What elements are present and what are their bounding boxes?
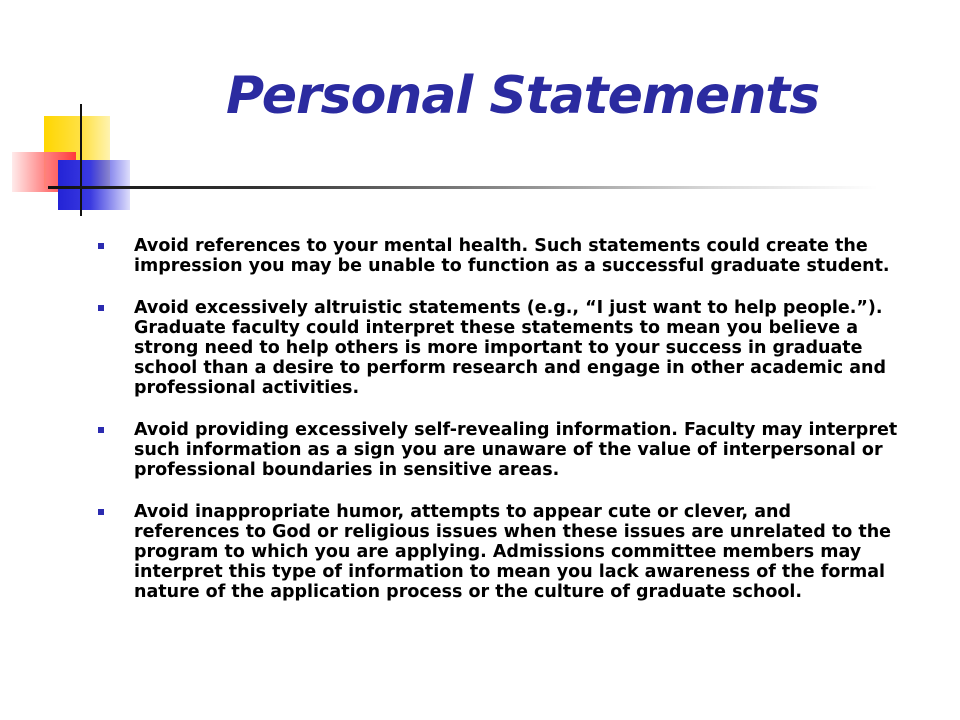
square-bullet-icon: [98, 427, 104, 433]
slide-title: Personal Statements: [226, 66, 820, 126]
bullet-list: [98, 236, 898, 624]
square-bullet-icon: [98, 243, 104, 249]
bullet-item: [98, 502, 898, 602]
bullet-item: [98, 298, 898, 398]
bullet-item: [98, 236, 898, 276]
bullet-text: Avoid excessively altruistic statements (e.g., “I just want to help people.”). Graduate faculty could interpret these statements to mean you believe a strong need to help others is more important to your success in graduate school than a desire to perform research and engage in other academic and professional activities.: [134, 298, 887, 398]
bullet-text: Avoid providing excessively self-revealing information. Faculty may interpret such information as a sign you are unaware of the value of interpersonal or professional boundaries in sensitive areas.: [134, 420, 898, 480]
decorative-blue-square: [58, 160, 130, 210]
decorative-vertical-line: [80, 104, 82, 216]
square-bullet-icon: [98, 509, 104, 515]
bullet-text: Avoid inappropriate humor, attempts to appear cute or clever, and references to God or religious issues when these issues are unrelated to the program to which you are applying. Admissions committee members may interpret this type of information to mean you lack awareness of the formal nature of the application process or the culture of graduate school.: [134, 502, 892, 602]
bullet-item: [98, 420, 898, 480]
square-bullet-icon: [98, 305, 104, 311]
bullet-text: Avoid references to your mental health. Such statements could create the impression you may be unable to function as a successful graduate student.: [134, 236, 890, 276]
title-underline-rule: [48, 186, 878, 189]
